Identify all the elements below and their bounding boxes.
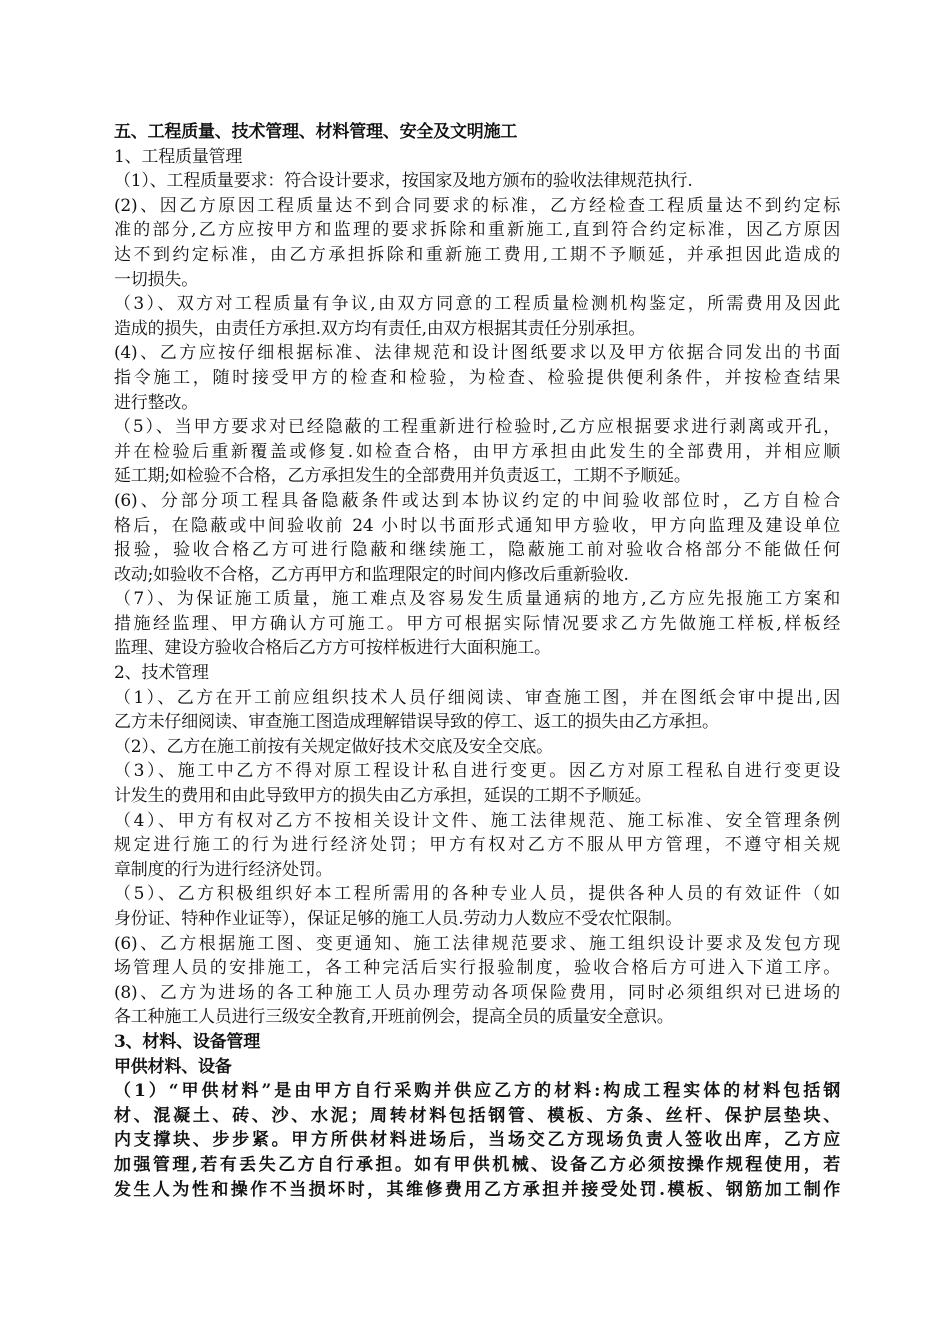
- text-line: 规定进行施工的行为进行经济处罚；甲方有权对乙方不服从甲方管理，不遵守相关规: [114, 835, 840, 856]
- text-line: (4)、乙方应按仔细根据标准、法律规范和设计图纸要求以及甲方依据合同发出的书面: [114, 343, 840, 364]
- text-line: （1）、工程质量要求：符合设计要求，按国家及地方颁布的验收法律规范执行.: [114, 171, 693, 192]
- text-line: (6)、乙方根据施工图、变更通知、施工法律规范要求、施工组织设计要求及发包方现: [114, 933, 840, 954]
- text-line: 准的部分,乙方应按甲方和监理的要求拆除和重新施工,直到符合约定标准，因乙方原因: [114, 220, 840, 241]
- text-line: 身份证、特种作业证等），保证足够的施工人员.劳动力人数应不受农忙限制。: [114, 909, 682, 929]
- text-line: 场管理人员的安排施工，各工种完活后实行报验制度，验收合格后方可进入下道工序。: [114, 958, 840, 979]
- text-line: 章制度的行为进行经济处罚。: [114, 859, 333, 880]
- text-line: 指令施工，随时接受甲方的检查和检验，为检查、检验提供便利条件，并按检查结果: [114, 367, 840, 388]
- text-line: 乙方未仔细阅读、审查施工图造成理解错误导致的停工、返工的损失由乙方承担。: [114, 712, 719, 733]
- text-line: （3）、施工中乙方不得对原工程设计私自进行变更。因乙方对原工程私自进行变更设: [114, 761, 840, 782]
- text-line: (2)、因乙方原因工程质量达不到合同要求的标准，乙方经检查工程质量达不到约定标: [114, 195, 840, 216]
- text-line: 延工期;如检验不合格，乙方承担发生的全部费用并负责返工，工期不予顺延。: [114, 466, 691, 487]
- text-line: 监理、建设方验收合格后乙方方可按样板进行大面积施工。: [114, 638, 551, 659]
- text-line: 进行整改。: [114, 392, 198, 413]
- document-page: [114, 120, 840, 1202]
- text-line: （7）、为保证施工质量，施工难点及容易发生质量通病的地方,乙方应先报施工方案和: [114, 589, 840, 610]
- bold-text-line: 加强管理,若有丢失乙方自行承担。如有甲供机械、设备乙方必须按操作规程使用，若: [114, 1154, 840, 1175]
- text-line: 1、工程质量管理: [114, 146, 243, 167]
- text-line: (6)、分部分项工程具备隐蔽条件或达到本协议约定的中间验收部位时，乙方自检合: [114, 490, 840, 511]
- text-line: （5）、乙方积极组织好本工程所需用的各种专业人员，提供各种人员的有效证件（如: [114, 884, 840, 905]
- text-line: （4）、甲方有权对乙方不按相关设计文件、施工法律规范、施工标准、安全管理条例: [114, 810, 840, 831]
- text-line: (8)、乙方为进场的各工种施工人员办理劳动各项保险费用，同时必须组织对已进场的: [114, 982, 840, 1003]
- text-line: 格后，在隐蔽或中间验收前 24 小时以书面形式通知甲方验收，甲方向监理及建设单位: [114, 515, 840, 536]
- text-line: 造成的损失，由责任方承担.双方均有责任,由双方根据其责任分别承担。: [114, 318, 646, 339]
- text-line: 并在检验后重新覆盖或修复.如检查合格，由甲方承担由此发生的全部费用，并相应顺: [114, 441, 840, 462]
- text-line: 2、技术管理: [114, 663, 209, 684]
- text-line: （3）、双方对工程质量有争议,由双方同意的工程质量检测机构鉴定，所需费用及因此: [114, 294, 840, 315]
- text-line: 达不到约定标准，由乙方承担拆除和重新施工费用,工期不予顺延，并承担因此造成的: [114, 244, 840, 265]
- text-line: （1）、乙方在开工前应组织技术人员仔细阅读、审查施工图，并在图纸会审中提出,因: [114, 687, 840, 708]
- bold-text-line: 材、混凝土、砖、沙、水泥；周转材料包括钢管、模板、方条、丝杆、保护层垫块、: [114, 1105, 840, 1126]
- text-line: 措施经监理、甲方确认方可施工。甲方可根据实际情况要求乙方先做施工样板,样板经: [114, 613, 840, 634]
- bold-text-line: （1）“甲供材料”是由甲方自行采购并供应乙方的材料:构成工程实体的材料包括钢: [114, 1081, 840, 1102]
- bold-text-line: 发生人为性和操作不当损坏时，其维修费用乙方承担并接受处罚.模板、钢筋加工制作: [114, 1179, 840, 1200]
- text-line: 计发生的费用和由此导致甲方的损失由乙方承担，延误的工期不予顺延。: [114, 786, 652, 807]
- bold-text-line: 内支撑块、步步紧。甲方所供材料进场后，当场交乙方现场负责人签收出库，乙方应: [114, 1130, 840, 1151]
- bold-text-line: 甲供材料、设备: [114, 1056, 232, 1077]
- text-line: （5）、当甲方要求对已经隐蔽的工程重新进行检验时,乙方应根据要求进行剥离或开孔，: [114, 417, 840, 438]
- text-line: 一切损失。: [114, 269, 198, 290]
- text-line: 改动;如验收不合格，乙方再甲方和监理限定的时间内修改后重新验收.: [114, 564, 629, 585]
- bold-text-line: 3、材料、设备管理: [114, 1031, 261, 1052]
- text-line: 各工种施工人员进行三级安全教育,开班前例会，提高全员的质量安全意识。: [114, 1007, 674, 1028]
- bold-text-line: 五、工程质量、技术管理、材料管理、安全及文明施工: [114, 122, 518, 142]
- text-line: 报验，验收合格乙方可进行隐蔽和继续施工，隐蔽施工前对验收合格部分不能做任何: [114, 540, 840, 561]
- text-line: （2）、乙方在施工前按有关规定做好技术交底及安全交底。: [114, 736, 553, 757]
